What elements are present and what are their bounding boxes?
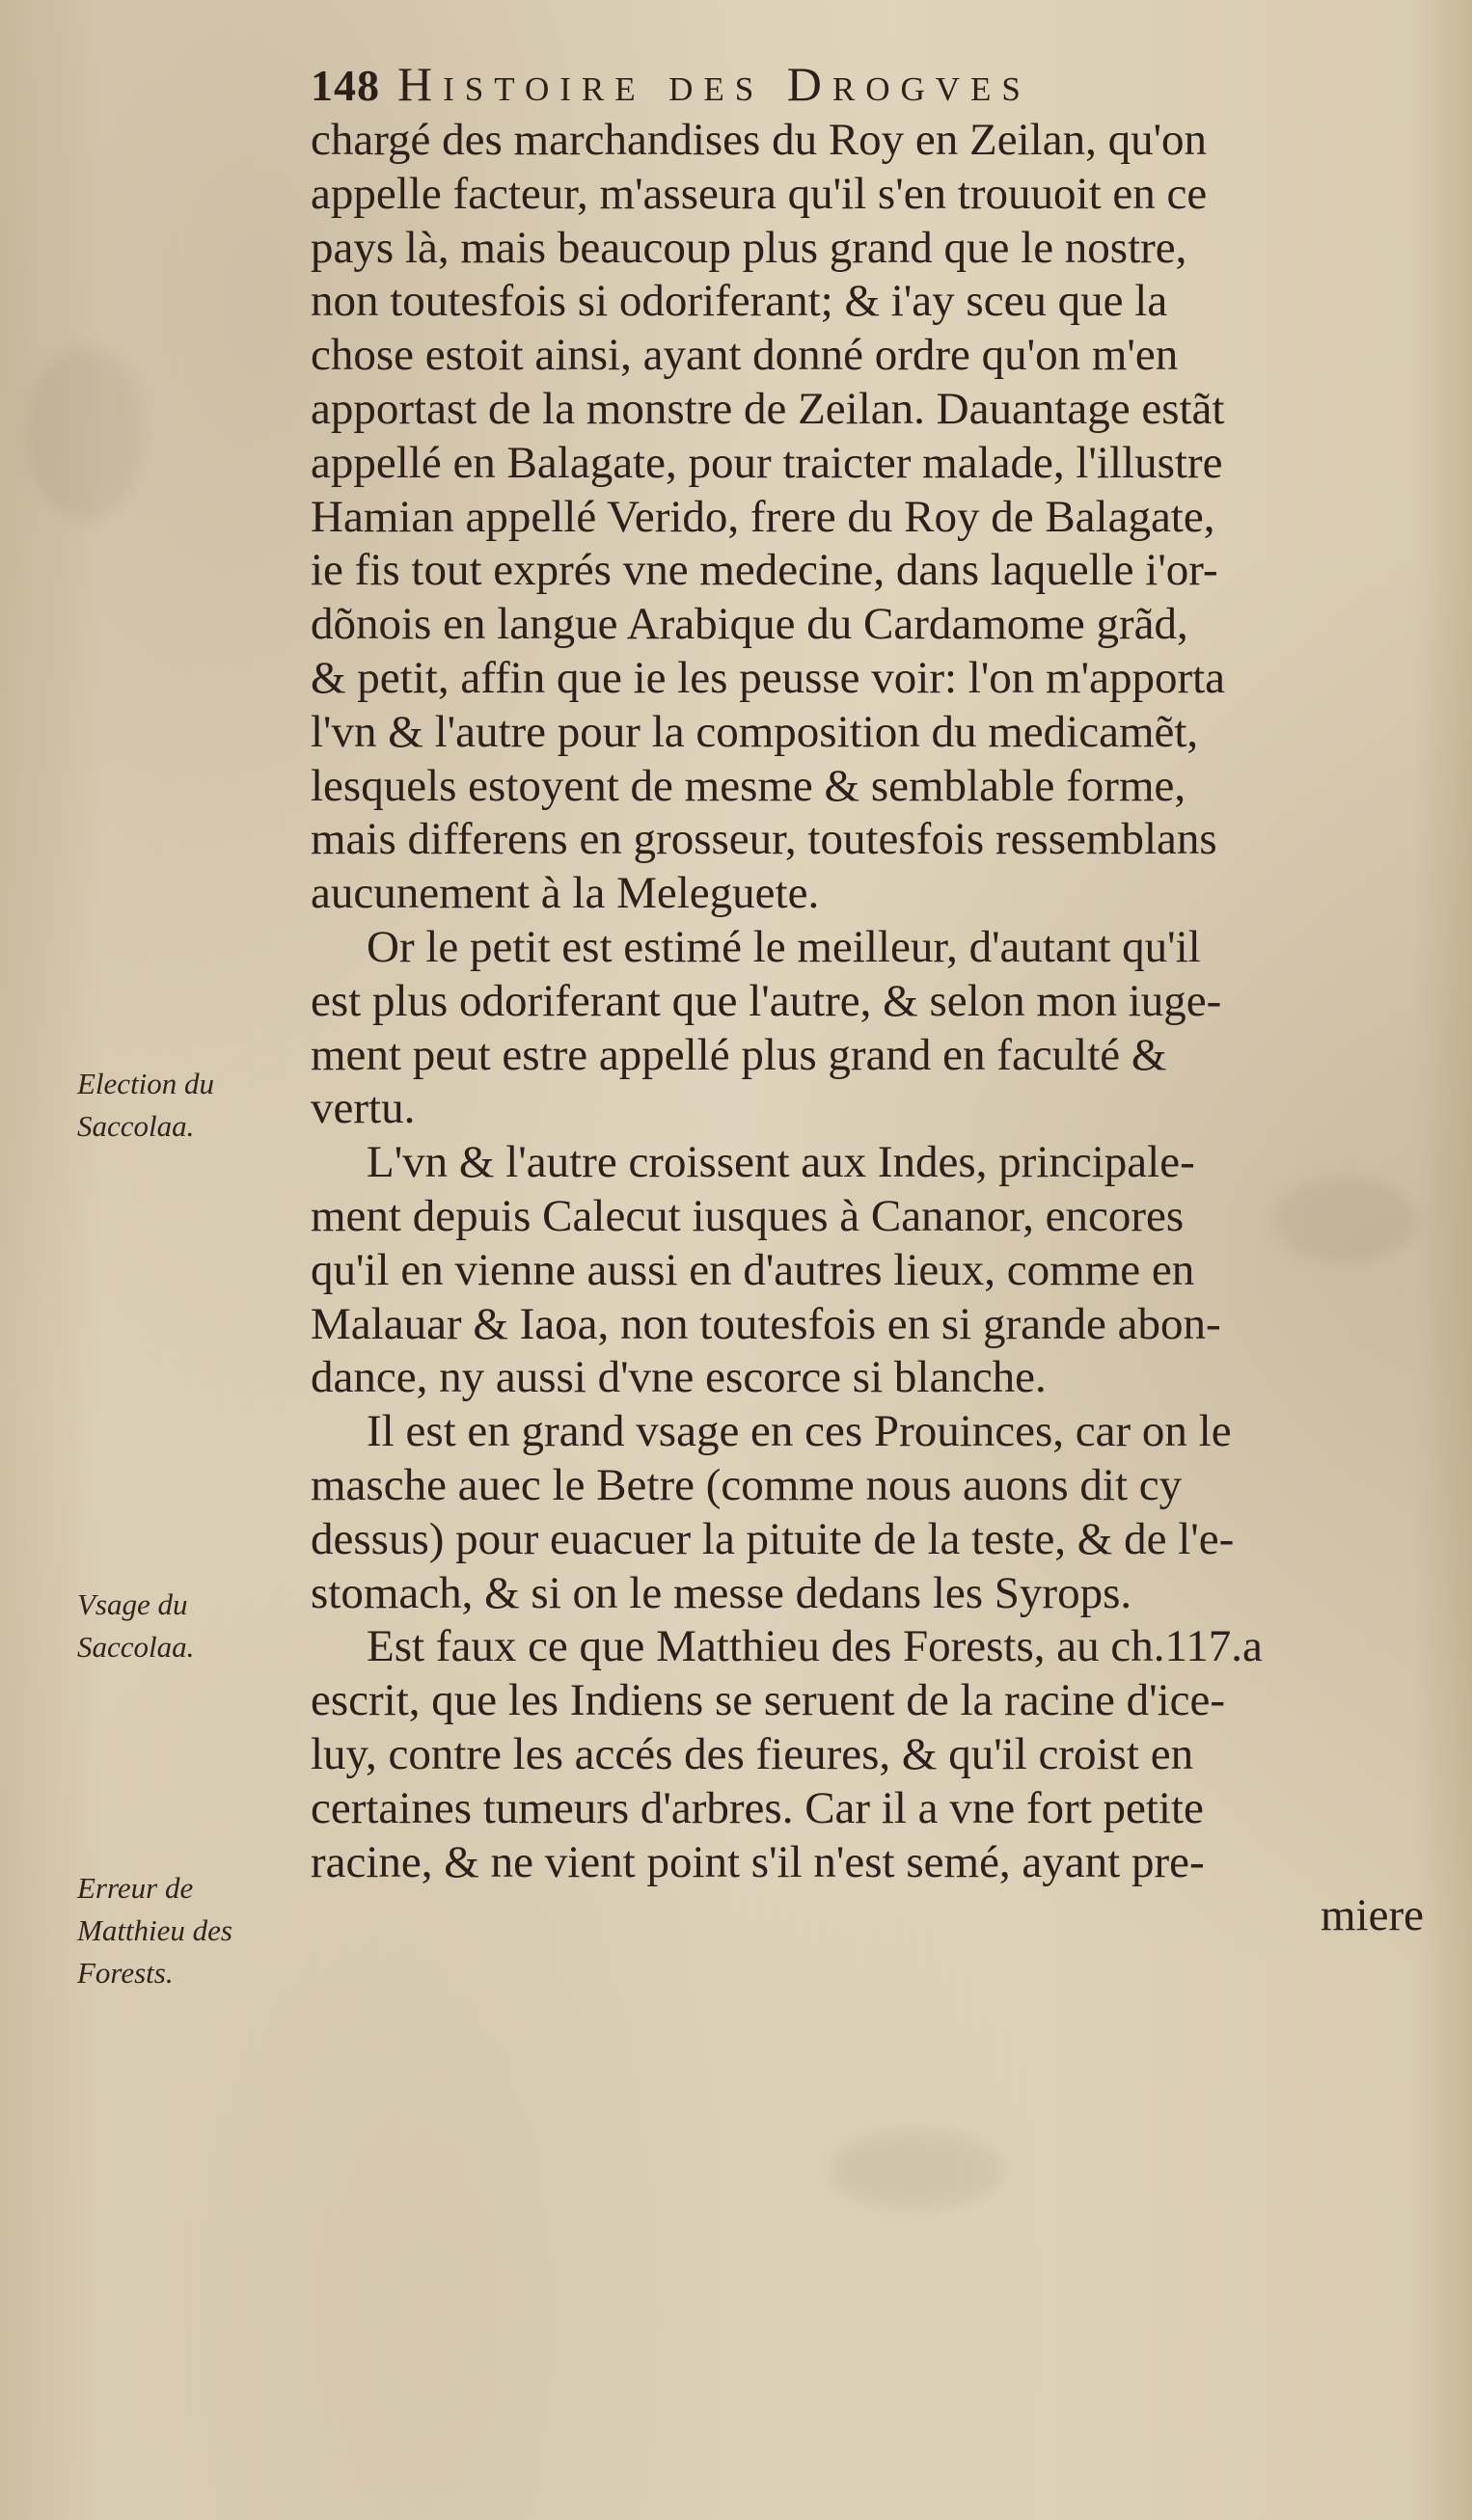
- main-text-block: [311, 114, 1430, 1943]
- text-line: chose estoit ainsi, ayant donné ordre qu'on m'en: [311, 330, 1179, 381]
- margin-note-line: Vsage du: [77, 1587, 188, 1621]
- text-line: ment depuis Calecut iusques à Cananor, encores: [311, 1190, 1185, 1241]
- text-line: est plus odoriferant que l'autre, & selon mon iuge-: [311, 975, 1222, 1026]
- text-line: appelle facteur, m'asseura qu'il s'en trouuoit en ce: [311, 168, 1208, 219]
- page-number: 148: [311, 61, 380, 110]
- paragraph-start-line: Est faux ce que Matthieu des Forests, au ch.117.a: [367, 1621, 1263, 1672]
- text-line: ie fis tout exprés vne medecine, dans laquelle i'or-: [311, 545, 1218, 596]
- margin-note-line: Saccolaa.: [77, 1109, 195, 1143]
- text-line: luy, contre les accés des fieures, & qu'il croist en: [311, 1728, 1194, 1779]
- text-line: Hamian appellé Verido, frere du Roy de Balagate,: [311, 491, 1215, 542]
- text-line: dance, ny aussi d'vne escorce si blanche.: [311, 1352, 1047, 1403]
- margin-note-error: [77, 1867, 289, 1994]
- text-line: racine, & ne vient point s'il n'est semé, ayant pre-: [311, 1836, 1205, 1887]
- text-line: apportast de la monstre de Zeilan. Dauantage estãt: [311, 383, 1225, 434]
- paper-stain: [830, 2131, 1003, 2208]
- paragraph-start-line: L'vn & l'autre croissent aux Indes, principale-: [367, 1137, 1195, 1188]
- text-line: certaines tumeurs d'arbres. Car il a vne fort petite: [311, 1782, 1204, 1833]
- text-line: & petit, affin que ie les peusse voir: l'on m'apporta: [311, 652, 1226, 703]
- text-line: appellé en Balagate, pour traicter malade, l'illustre: [311, 437, 1223, 488]
- text-line: chargé des marchandises du Roy en Zeilan, qu'on: [311, 115, 1208, 165]
- catchword: miere: [1321, 1890, 1424, 1941]
- text-line: qu'il en vienne aussi en d'autres lieux, comme en: [311, 1244, 1195, 1295]
- running-title: Histoire des Drogves: [397, 57, 1031, 111]
- margin-note-usage: [77, 1584, 289, 1668]
- paper-stain: [27, 347, 143, 521]
- margin-note-line: Election du: [77, 1067, 215, 1100]
- margin-note-line: Matthieu des: [77, 1913, 232, 1947]
- text-line: masche auec le Betre (comme nous auons dit cy: [311, 1459, 1183, 1510]
- text-line: lesquels estoyent de mesme & semblable forme,: [311, 760, 1186, 811]
- text-line: mais differens en grosseur, toutesfois ressemblans: [311, 814, 1217, 865]
- text-line: dõnois en langue Arabique du Cardamome grãd,: [311, 599, 1188, 650]
- margin-note-line: Forests.: [77, 1956, 174, 1990]
- paragraph-start-line: Il est en grand vsage en ces Prouinces, car on le: [367, 1406, 1232, 1457]
- text-line: l'vn & l'autre pour la composition du medicamẽt,: [311, 706, 1199, 757]
- text-line: ment peut estre appellé plus grand en faculté &: [311, 1029, 1167, 1080]
- text-line: stomach, & si on le messe dedans les Syrops.: [311, 1567, 1132, 1618]
- page-header: [311, 56, 1391, 120]
- text-line: escrit, que les Indiens se seruent de la racine d'ice-: [311, 1675, 1226, 1726]
- text-line: pays là, mais beaucoup plus grand que le nostre,: [311, 222, 1187, 273]
- text-line: aucunement à la Meleguete.: [311, 868, 820, 919]
- text-line: dessus) pour euacuer la pituite de la teste, & de l'e-: [311, 1513, 1235, 1564]
- margin-note-line: Saccolaa.: [77, 1630, 195, 1664]
- text-line: non toutesfois si odoriferant; & i'ay sceu que la: [311, 276, 1168, 327]
- text-line: vertu.: [311, 1083, 416, 1134]
- margin-note-line: Erreur de: [77, 1871, 194, 1905]
- paragraph-start-line: Or le petit est estimé le meilleur, d'autant qu'il: [367, 921, 1201, 972]
- margin-note-election: [77, 1063, 289, 1148]
- text-line: Malauar & Iaoa, non toutesfois en si grande abon-: [311, 1298, 1221, 1349]
